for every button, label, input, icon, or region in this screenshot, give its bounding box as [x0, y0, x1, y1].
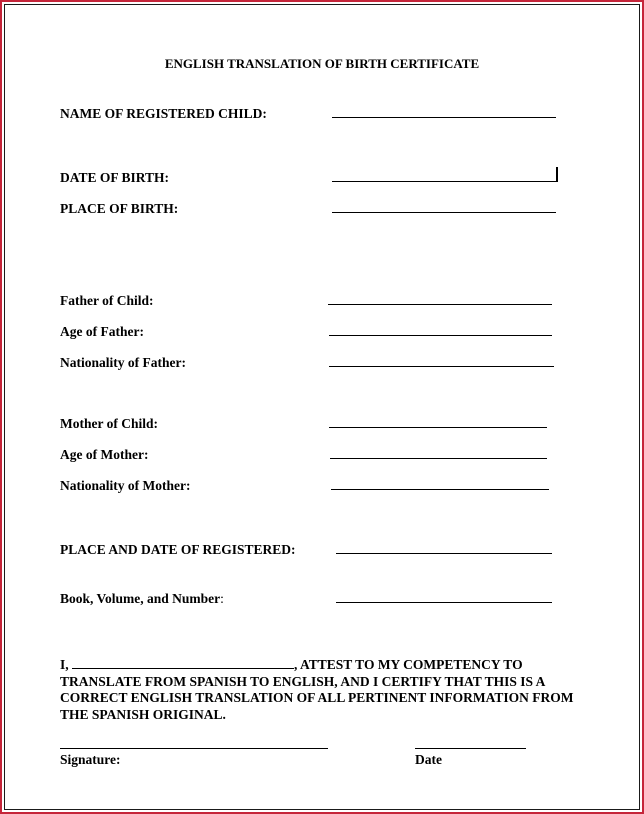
- field-translator-name[interactable]: [72, 658, 294, 669]
- field-date-of-birth[interactable]: [332, 181, 556, 182]
- attestation-paragraph: [60, 657, 600, 723]
- label-place-of-birth: PLACE OF BIRTH:: [60, 201, 179, 216]
- label-nationality-father: Nationality of Father:: [60, 355, 186, 370]
- field-mother[interactable]: [329, 427, 547, 428]
- attestation-text: , ATTEST TO MY COMPETENCY TO TRANSLATE FROM SPANISH TO ENGLISH, AND I CERTIFY THAT THIS IS A CORRECT ENGLISH TRANSLATION OF ALL PERTINENT INFORMATION FROM THE SPANISH ORIGINAL.: [60, 657, 574, 722]
- document-page: [4, 4, 640, 810]
- label-father: Father of Child:: [60, 293, 154, 308]
- text-cursor: [556, 167, 558, 182]
- label-date-of-birth: DATE OF BIRTH:: [60, 170, 170, 185]
- field-nationality-father[interactable]: [329, 366, 554, 367]
- label-book-volume-number-text: Book, Volume, and Number: [60, 591, 221, 606]
- label-mother: Mother of Child:: [60, 416, 158, 431]
- field-place-of-birth[interactable]: [332, 212, 556, 213]
- label-place-date-registered: PLACE AND DATE OF REGISTERED:: [60, 542, 296, 557]
- field-name-of-child[interactable]: [332, 117, 556, 118]
- field-place-date-registered[interactable]: [336, 553, 552, 554]
- field-signature[interactable]: [60, 748, 328, 749]
- attestation-prefix: I,: [60, 657, 69, 672]
- field-age-father[interactable]: [329, 335, 552, 336]
- label-book-volume-number: [60, 591, 224, 607]
- document-title: ENGLISH TRANSLATION OF BIRTH CERTIFICATE: [164, 56, 480, 71]
- label-nationality-mother: Nationality of Mother:: [60, 478, 191, 493]
- field-nationality-mother[interactable]: [331, 489, 549, 490]
- field-father[interactable]: [328, 304, 552, 305]
- field-book-volume-number[interactable]: [336, 602, 552, 603]
- label-book-colon: :: [220, 591, 224, 606]
- label-signature: Signature:: [60, 752, 121, 767]
- label-age-father: Age of Father:: [60, 324, 144, 339]
- field-date[interactable]: [415, 748, 526, 749]
- label-date: Date: [415, 752, 442, 767]
- field-age-mother[interactable]: [330, 458, 547, 459]
- label-age-mother: Age of Mother:: [60, 447, 149, 462]
- label-name-of-child: NAME OF REGISTERED CHILD:: [60, 106, 267, 121]
